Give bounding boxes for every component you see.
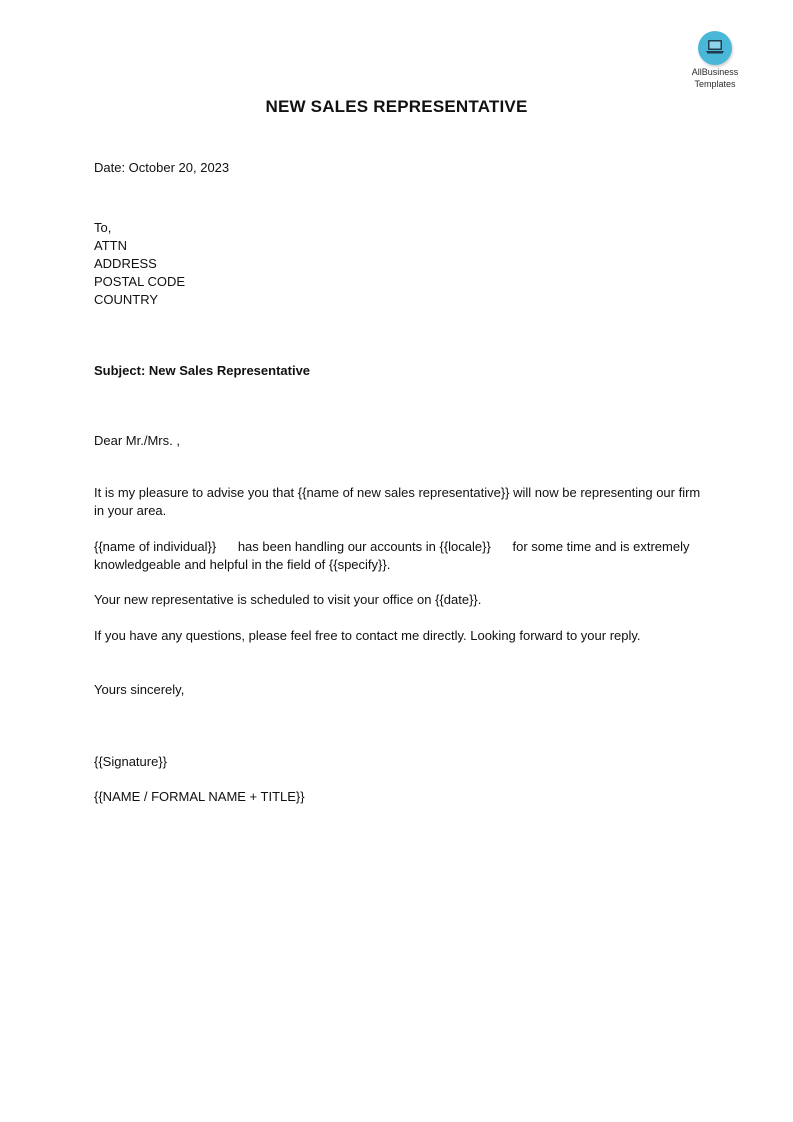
recipient-to: To, bbox=[94, 220, 112, 235]
recipient-postal-code: POSTAL CODE bbox=[94, 274, 186, 289]
recipient-country: COUNTRY bbox=[94, 292, 159, 307]
brand-logo bbox=[685, 31, 745, 89]
body-paragraph-4: If you have any questions, please feel free to contact me directly. Looking forward to your reply. bbox=[94, 628, 641, 643]
laptop-icon bbox=[704, 38, 726, 56]
body-paragraph-2: {{name of individual}} has been handling our accounts in {{locale}} for some time and is extremely knowledgeable and helpful in the field of {{specify}}. bbox=[94, 539, 694, 572]
letter-date: Date: October 20, 2023 bbox=[94, 160, 230, 175]
recipient-address: ADDRESS bbox=[94, 256, 157, 271]
body-paragraph-3: Your new representative is scheduled to visit your office on {{date}}. bbox=[94, 592, 482, 607]
recipient-attn: ATTN bbox=[94, 238, 127, 253]
logo-brand-line2: Templates bbox=[694, 79, 736, 89]
page-title: NEW SALES REPRESENTATIVE bbox=[265, 97, 528, 116]
name-title-placeholder: {{NAME / FORMAL NAME + TITLE}} bbox=[94, 789, 305, 804]
signature-placeholder: {{Signature}} bbox=[94, 754, 168, 769]
letter-closing: Yours sincerely, bbox=[94, 682, 185, 697]
letter-subject: Subject: New Sales Representative bbox=[94, 363, 311, 378]
body-paragraph-1: It is my pleasure to advise you that {{name of new sales representative}} will now be representing our firm in your area. bbox=[94, 485, 701, 518]
letter-salutation: Dear Mr./Mrs. , bbox=[94, 433, 180, 448]
logo-badge bbox=[698, 31, 732, 65]
logo-brand-line1: AllBusiness bbox=[691, 67, 739, 77]
